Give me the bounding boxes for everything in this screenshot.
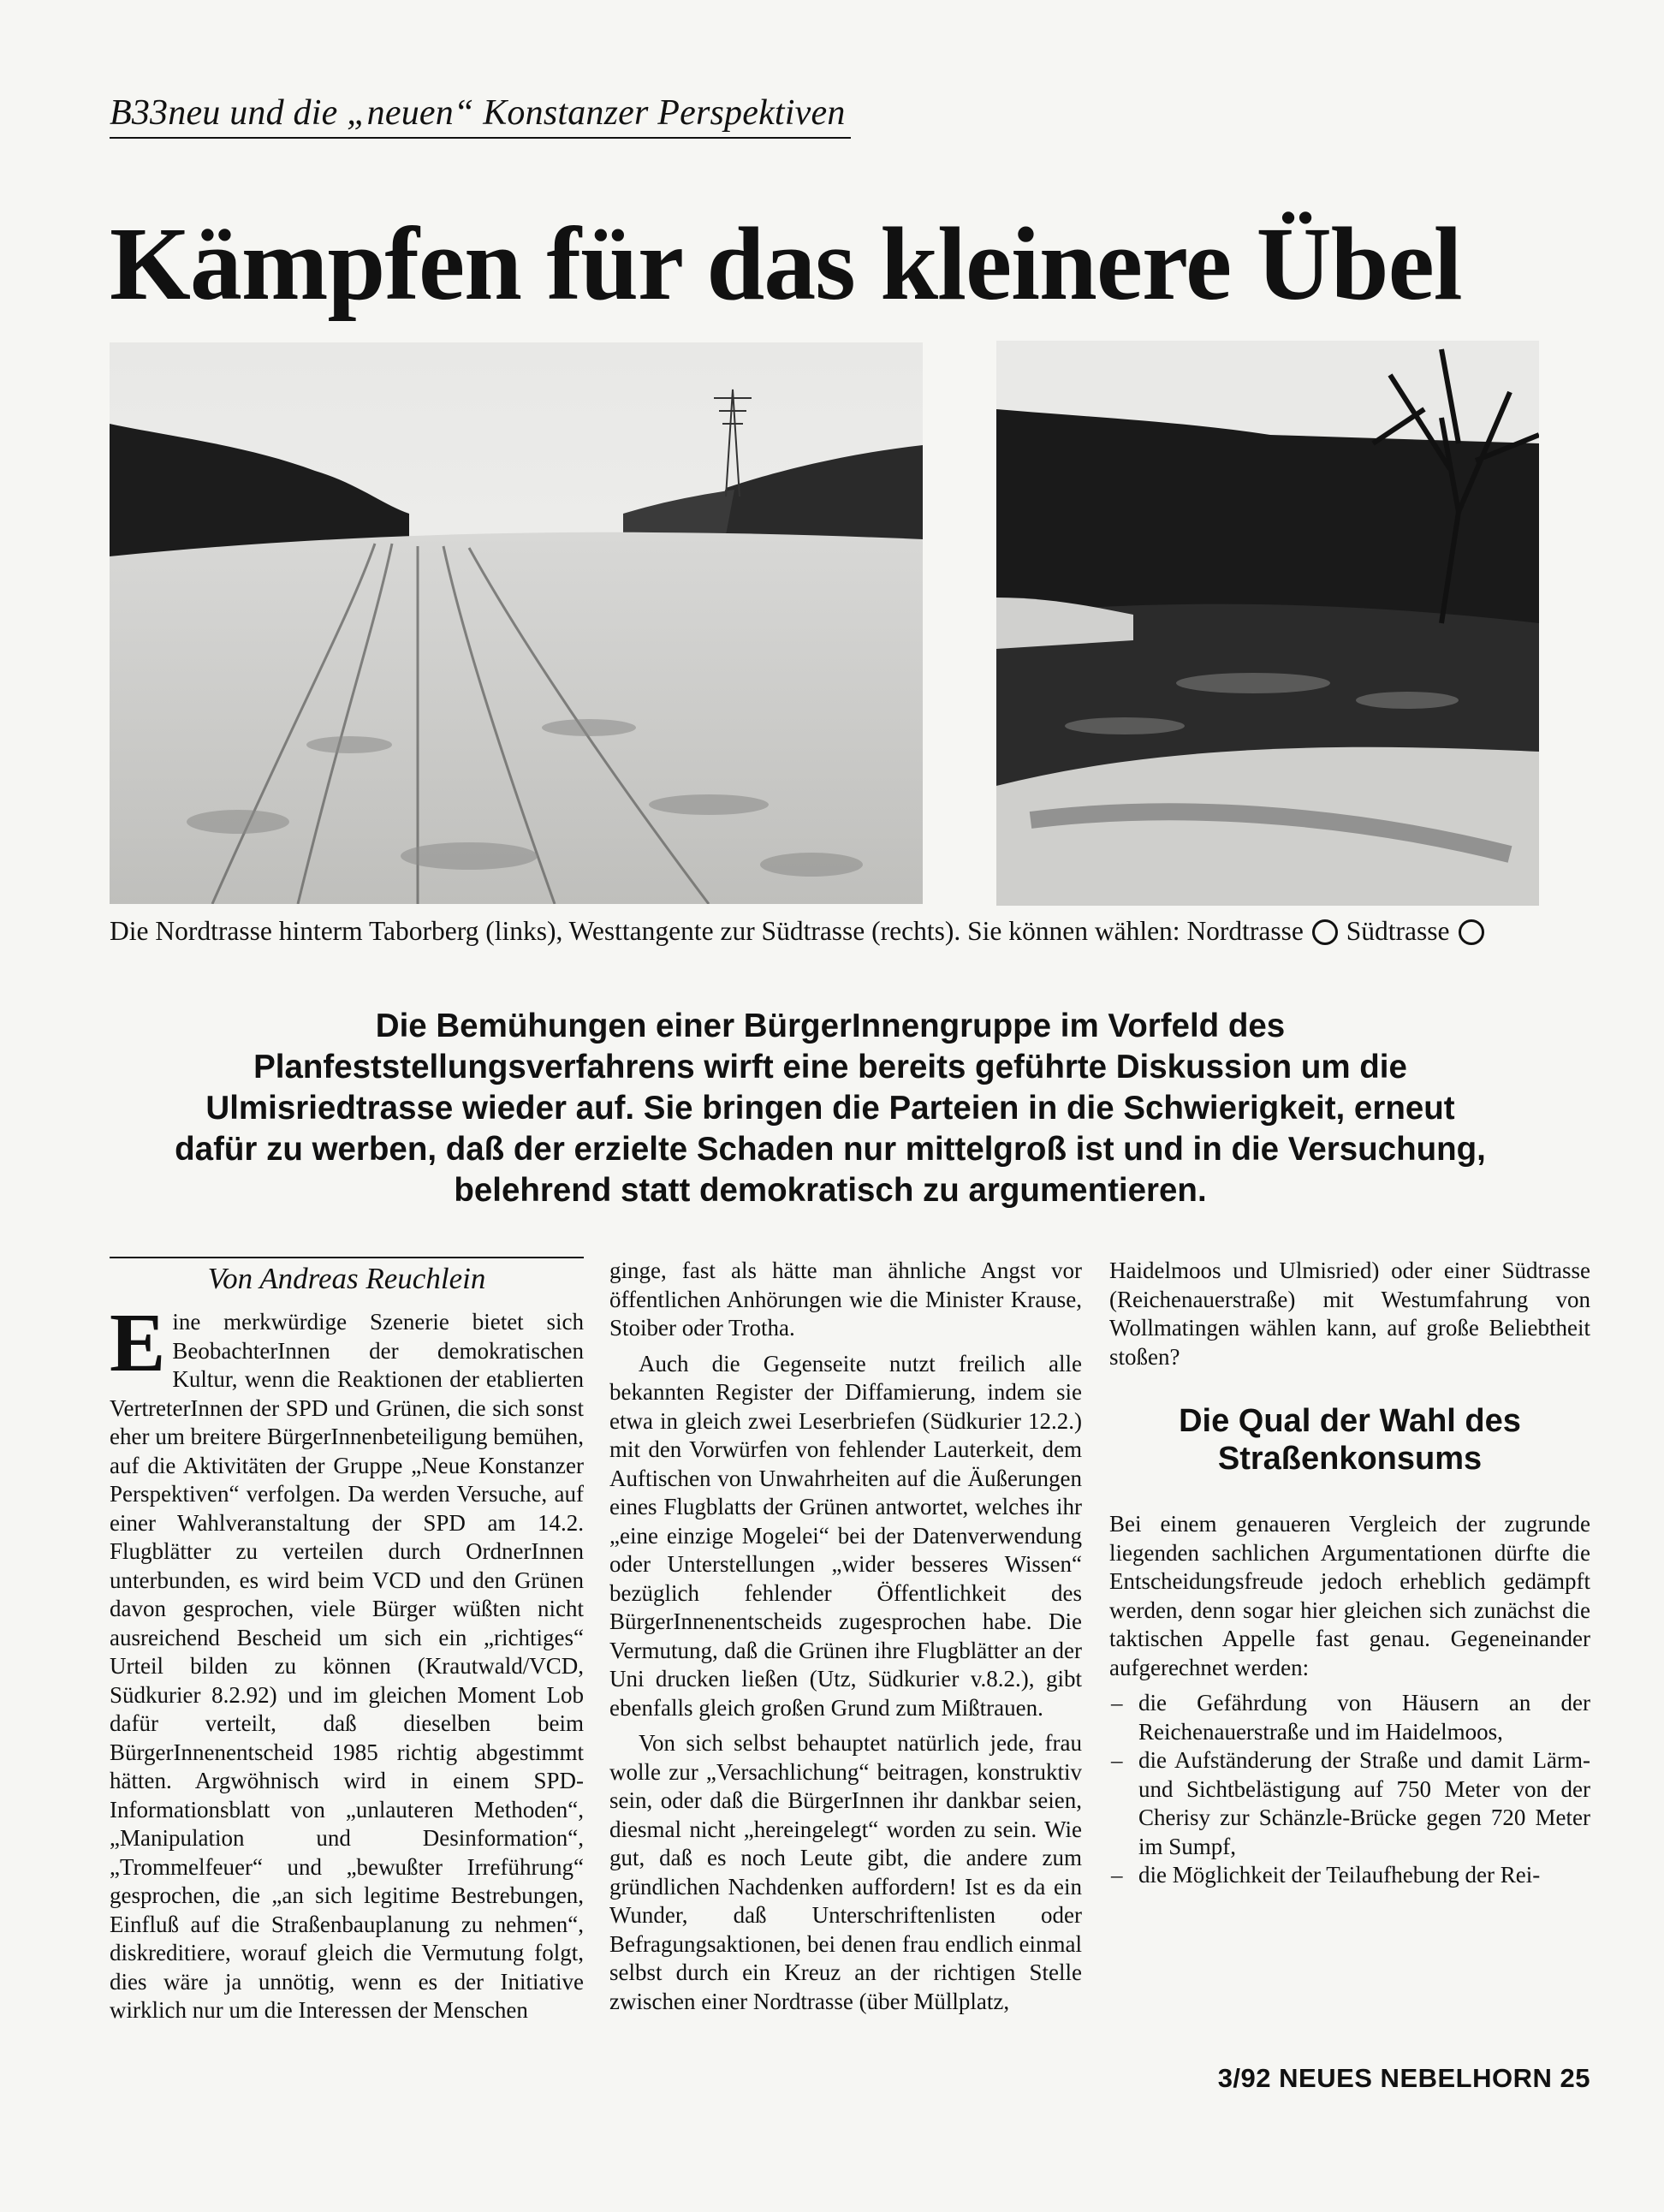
body-paragraph-2: Auch die Gegenseite nutzt freilich alle bekannten Register der Diffamierung, indem sie etwa in gleich zwei Leserbriefen (Südkurier 12.2.) mit den Vorwürfen von fehlender Lauterkeit, dem Auftischen von Unwahrheiten auf die Äußerungen eines Flugblatts der Grünen antwortet, welches ihr „eine einzige Mogelei“ bei der Datenverwendung oder Unterstellungen „wider besseres Wissen“ bezüglich fehlender Öffentlichkeit des BürgerInnenentscheids zugesprochen habe. Die Vermutung, daß die Grünen ihre Flugblätter an der Uni drucken ließen (Utz, Südkurier v.8.2.), gibt ebenfalls gleich großen Grund zum Mißtrauen. (609, 1350, 1082, 1721)
caption-text: Die Nordtrasse hinterm Taborberg (links), Westtangente zur Südtrasse (rechts). Sie können wählen: (110, 916, 1180, 946)
list-item: – die Gefährdung von Häusern an der Reichenauerstraße und im Haidelmoos, (1109, 1689, 1590, 1746)
photo-north-route (110, 342, 923, 904)
body-paragraph-3-continued: Haidelmoos und Ulmisried) oder einer Südtrasse (Reichenauerstraße) mit Westumfahrung von Wollmatingen wählen kann, auf große Beliebtheit stoßen? (1109, 1258, 1590, 1370)
byline: Von Andreas Reuchlein (207, 1262, 486, 1295)
option-nordtrasse-label: Nordtrasse (1186, 916, 1304, 946)
photo-west-tangent (996, 341, 1539, 906)
subheading: Die Qual der Wahl des Straßenkonsums (1179, 1403, 1521, 1477)
body-paragraph-1-continued: ginge, fast als hätte man ähnliche Angst vor öffentlichen Anhörungen wie die Minister Krause, Stoiber oder Trotha. (609, 1258, 1082, 1341)
column-3 (1109, 1257, 1590, 1890)
body-paragraph-1 (110, 1297, 584, 2025)
page-footer: 3/92 NEUES NEBELHORN 25 (1217, 2063, 1590, 2093)
lead-paragraph: Die Bemühungen einer BürgerInnengruppe im Vorfeld des Planfeststellungsverfahrens wirft eine bereits geführte Diskussion um die Ulmisriedtrasse wieder auf. Sie bringen die Parteien in die Schwierigkeit, erneut dafür zu werben, daß der erzielte Schaden nur mittelgroß ist und in die Versuchung, belehrend statt demokratisch zu argumentieren. (175, 1008, 1486, 1209)
column-2 (609, 1257, 1082, 2023)
list-item: – die Möglichkeit der Teilaufhebung der Rei- (1109, 1861, 1590, 1890)
body-paragraph-3: Von sich selbst behauptet natürlich jede, frau wolle zur „Versachlichung“ beitragen, konstruktiv sein, oder daß die BürgerInnen ihr dankbar seien, diesmal nicht „hereingelegt“ worden zu sein. Wie gut, daß es noch Leute gibt, die andere zum gründlichen Nachdenken auffordern! Ist es da ein Wunder, daß Unterschriftenlisten oder Befragungsaktionen, bei denen frau endlich einmal selbst durch ein Kreuz an der richtigen Stelle zwischen einer Nordtrasse (über Müllplatz, (609, 1730, 1082, 2014)
list-item: – die Aufständerung der Straße und damit Lärm- und Sichtbelästigung auf 750 Meter von der Cherisy zur Schänzle-Brücke gegen 720 Meter im Sumpf, (1109, 1746, 1590, 1861)
comparison-list (1109, 1689, 1590, 1890)
photo-caption (110, 916, 1548, 947)
option-circle-icon (1459, 919, 1484, 945)
drop-cap: E (110, 1297, 166, 1389)
body-paragraph-1-text: ine merkwürdige Szenerie bietet sich BeobachterInnen der demokratischen Kultur, wenn die Reaktionen der etablierten VertreterInnen der SPD und Grünen, die sich sonst eher um breitere BürgerInnenbeteiligung bemühen, auf die Aktivitäten der Gruppe „Neue Konstanzer Perspektiven“ verfolgen. Da werden Versuche, auf einer Wahlveranstaltung der SPD am 14.2. Flugblätter zu verteilen durch OrdnerInnen unterbunden, es wird beim VCD und den Grünen davon gesprochen, viele Bürger wüßten nicht ausreichend Bescheid um sich ein „richtiges“ Urteil bilden zu können (Krautwald/VCD, Südkurier 8.2.92) und im gleichen Moment Lob dafür verteilt, daß dieselben beim BürgerInnenentscheid 1985 richtig abgestimmt hätten. Argwöhnisch wird in einem SPD-Informationsblatt von „unlauteren Methoden“, „Manipulation und Desinformation“, „Trommelfeuer“ und „bewußter Irreführung“ gesprochen, die „an sich legitime Bestrebungen, Einfluß auf die Straßenbauplanung zu nehmen“, diskreditiere, worauf gleich die Vermutung folgt, dies wäre ja unnötig, wenn es der Initiative wirklich nur um die Interessen der Menschen (110, 1309, 584, 2023)
option-suedtrasse-label: Südtrasse (1346, 916, 1450, 946)
body-paragraph-4: Bei einem genaueren Vergleich der zugrunde liegenden sachlichen Argumentationen dürfte die Entscheidungsfreude jedoch erheblich gedämpft werden, denn sogar hier gleichen sich zunächst die taktischen Appelle fast genau. Gegeneinander aufgerechnet werden: (1109, 1511, 1590, 1680)
column-1 (110, 1257, 584, 2032)
kicker: B33neu und die „neuen“ Konstanzer Perspektiven (110, 92, 851, 139)
option-circle-icon (1312, 919, 1338, 945)
headline: Kämpfen für das kleinere Übel (110, 206, 1462, 322)
byline-block (110, 1257, 584, 1296)
